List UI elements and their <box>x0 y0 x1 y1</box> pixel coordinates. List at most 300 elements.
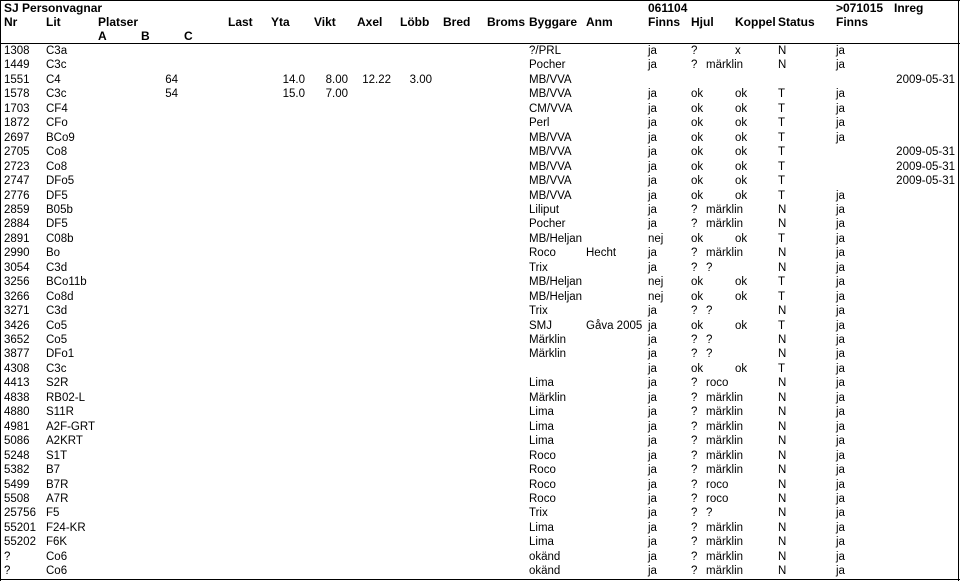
cell-koppel: märklin <box>706 536 744 549</box>
cell-lit: A2KRT <box>46 435 83 448</box>
cell-byggare: MB/VVA <box>529 160 572 173</box>
col-header-lit: Lit <box>46 15 61 29</box>
cell-nr: 1872 <box>4 117 30 130</box>
cell-finns: ja <box>648 88 657 101</box>
cell-yta: 15.0 <box>282 88 305 101</box>
cell-lit: Co5 <box>46 334 68 346</box>
cell-finns: ja <box>648 492 657 505</box>
col-header-byggare: Byggare <box>529 15 578 29</box>
cell-koppel: märklin <box>706 391 744 404</box>
col-header-c: C <box>184 29 193 43</box>
cell-lit: Co8 <box>46 160 68 173</box>
cell-status: T <box>778 189 786 202</box>
cell-status: T <box>778 102 786 115</box>
col-header-koppel: Koppel <box>735 15 776 29</box>
cell-finns: ja <box>648 203 657 216</box>
cell-nr: 3054 <box>4 261 30 274</box>
cell-finns: ja <box>648 348 657 361</box>
cell-yta: 14.0 <box>282 73 305 86</box>
cell-koppel: märklin <box>706 420 744 433</box>
cell-status: N <box>778 420 787 433</box>
cell-koppel: märklin <box>706 218 744 231</box>
cell-koppel: ? <box>706 334 713 346</box>
cell-byggare: Roco <box>529 478 556 491</box>
cell-nr: 55201 <box>4 521 36 534</box>
cell-byggare: MB/VVA <box>529 146 572 159</box>
cell-finns: ja <box>648 175 657 188</box>
cell-lit: A2F-GRT <box>46 420 95 433</box>
cell-byggare: Lima <box>529 377 554 390</box>
cell-hjul: ? <box>691 247 698 260</box>
cell-hjul: ? <box>691 435 698 448</box>
cell-lit: CF4 <box>46 102 68 115</box>
cell-hjul: ok <box>691 319 704 332</box>
cell-finns-2: ja <box>836 276 845 289</box>
cell-nr: ? <box>4 565 11 578</box>
cell-finns-2: ja <box>836 189 845 202</box>
cell-status: N <box>778 435 787 448</box>
cell-koppel: ok <box>735 146 748 159</box>
cell-platser-b: 54 <box>165 88 178 101</box>
cell-byggare: Roco <box>529 449 556 462</box>
cell-lit: F5 <box>46 507 60 520</box>
cell-koppel: roco <box>706 377 729 390</box>
cell-finns-2: ja <box>836 261 845 274</box>
cell-byggare: SMJ <box>529 319 552 332</box>
cell-status: T <box>778 290 786 303</box>
cell-hjul: ok <box>691 102 704 115</box>
cell-koppel: märklin <box>706 565 744 578</box>
cell-nr: 1551 <box>4 73 30 86</box>
cell-lit: S2R <box>46 377 69 390</box>
cell-byggare: okänd <box>529 550 561 563</box>
cell-nr: 5382 <box>4 464 30 477</box>
cell-status: T <box>778 146 786 159</box>
cell-nr: 2697 <box>4 131 30 144</box>
cell-status: N <box>778 261 787 274</box>
cell-byggare: MB/VVA <box>529 131 572 144</box>
header-inreg: Inreg <box>894 1 924 15</box>
cell-byggare: Märklin <box>529 348 567 361</box>
cell-lit: DF5 <box>46 218 68 231</box>
cell-koppel: ok <box>735 276 748 289</box>
cell-finns-2: ja <box>836 565 845 578</box>
cell-lit: DFo1 <box>46 348 75 361</box>
cell-finns: ja <box>648 218 657 231</box>
cell-byggare: Roco <box>529 464 556 477</box>
cell-status: N <box>778 348 787 361</box>
cell-finns-2: ja <box>836 218 845 231</box>
cell-finns-2: ja <box>836 435 845 448</box>
cell-byggare: Märklin <box>529 334 567 346</box>
cell-nr: 5508 <box>4 492 30 505</box>
cell-finns-2: ja <box>836 305 845 318</box>
cell-finns-2: ja <box>836 203 845 216</box>
cell-koppel: märklin <box>706 59 744 72</box>
cell-koppel: ? <box>706 507 713 520</box>
cell-finns: ja <box>648 377 657 390</box>
cell-lit: BCo9 <box>46 131 75 144</box>
cell-nr: 3877 <box>4 348 30 361</box>
cell-lit: S1T <box>46 449 68 462</box>
cell-finns-2: ja <box>836 536 845 549</box>
cell-hjul: ? <box>691 391 698 404</box>
cell-koppel: roco <box>706 492 729 505</box>
cell-nr: 2990 <box>4 247 30 260</box>
cell-koppel: märklin <box>706 449 744 462</box>
cell-koppel: ok <box>735 102 748 115</box>
header-date-1: 061104 <box>648 1 688 15</box>
cell-nr: 2891 <box>4 232 30 245</box>
cell-nr: 1703 <box>4 102 30 115</box>
cell-hjul: ? <box>691 420 698 433</box>
cell-status: T <box>778 131 786 144</box>
cell-byggare: MB/VVA <box>529 88 572 101</box>
cell-koppel: ok <box>735 88 748 101</box>
cell-inreg: 2009-05-31 <box>896 73 955 86</box>
cell-lit: C3d <box>46 261 68 274</box>
cell-byggare: MB/Heljan <box>529 290 583 303</box>
cell-hjul: ok <box>691 175 704 188</box>
cell-lit: Co5 <box>46 319 68 332</box>
cell-koppel: ok <box>735 175 748 188</box>
sheet-title: SJ Personvagnar <box>4 1 103 15</box>
col-header-status: Status <box>778 15 815 29</box>
cell-koppel: ? <box>706 348 713 361</box>
cell-lit: C3c <box>46 88 67 101</box>
cell-status: T <box>778 232 786 245</box>
cell-finns: ja <box>648 131 657 144</box>
cell-finns: ja <box>648 59 657 72</box>
cell-hjul: ok <box>691 362 704 375</box>
cell-lit: DFo5 <box>46 175 75 188</box>
cell-byggare: Lima <box>529 420 554 433</box>
cell-status: N <box>778 507 787 520</box>
cell-finns-2: ja <box>836 362 845 375</box>
cell-lit: B7 <box>46 464 61 477</box>
col-header-a: A <box>98 29 107 43</box>
cell-status: N <box>778 334 787 346</box>
cell-lit: DF5 <box>46 189 68 202</box>
cell-finns: nej <box>648 290 664 303</box>
cell-nr: 2776 <box>4 189 30 202</box>
col-header-vikt: Vikt <box>314 15 336 29</box>
cell-finns-2: ja <box>836 117 845 130</box>
cell-status: N <box>778 59 787 72</box>
cell-finns: ja <box>648 406 657 419</box>
cell-finns-2: ja <box>836 59 845 72</box>
cell-byggare: Lima <box>529 536 554 549</box>
cell-koppel: märklin <box>706 550 744 563</box>
col-header-yta: Yta <box>271 15 290 29</box>
cell-koppel: märklin <box>706 203 744 216</box>
cell-hjul: ? <box>691 218 698 231</box>
cell-finns-2: ja <box>836 334 845 346</box>
cell-byggare: Märklin <box>529 391 567 404</box>
cell-finns-2: ja <box>836 45 845 57</box>
cell-byggare: Pocher <box>529 59 566 72</box>
cell-hjul: ? <box>691 406 698 419</box>
cell-nr: 2723 <box>4 160 30 173</box>
cell-finns: ja <box>648 435 657 448</box>
cell-byggare: CM/VVA <box>529 102 573 115</box>
col-header-nr: Nr <box>4 15 18 29</box>
cell-hjul: ? <box>691 334 698 346</box>
cell-byggare: Lima <box>529 406 554 419</box>
border-top <box>0 0 960 1</box>
cell-finns: ja <box>648 565 657 578</box>
cell-nr: 5248 <box>4 449 30 462</box>
cell-hjul: ? <box>691 521 698 534</box>
cell-finns: ja <box>648 391 657 404</box>
cell-status: N <box>778 464 787 477</box>
cell-finns-2: ja <box>836 348 845 361</box>
cell-koppel: märklin <box>706 521 744 534</box>
cell-finns: ja <box>648 478 657 491</box>
cell-status: N <box>778 565 787 578</box>
cell-byggare: ?/PRL <box>529 45 561 57</box>
cell-finns: ja <box>648 420 657 433</box>
cell-finns-2: ja <box>836 420 845 433</box>
cell-byggare: Perl <box>529 117 550 130</box>
cell-hjul: ? <box>691 348 698 361</box>
cell-status: T <box>778 175 786 188</box>
cell-nr: 5499 <box>4 478 30 491</box>
cell-finns-2: ja <box>836 290 845 303</box>
cell-finns: ja <box>648 45 657 57</box>
cell-finns-2: ja <box>836 247 845 260</box>
cell-status: N <box>778 218 787 231</box>
cell-finns: ja <box>648 319 657 332</box>
cell-finns: ja <box>648 247 657 260</box>
cell-finns-2: ja <box>836 449 845 462</box>
cell-byggare: okänd <box>529 565 561 578</box>
cell-status: T <box>778 362 786 375</box>
cell-inreg: 2009-05-31 <box>896 160 955 173</box>
cell-axel: 12.22 <box>362 73 391 86</box>
cell-hjul: ? <box>691 203 698 216</box>
cell-lit: Co6 <box>46 550 68 563</box>
cell-lit: C4 <box>46 73 61 86</box>
col-header-lobb: Löbb <box>400 15 430 29</box>
cell-hjul: ? <box>691 377 698 390</box>
cell-hjul: ? <box>691 464 698 477</box>
cell-finns: ja <box>648 334 657 346</box>
cell-hjul: ok <box>691 160 704 173</box>
cell-byggare: Trix <box>529 507 548 520</box>
cell-nr: ? <box>4 550 11 563</box>
cell-nr: 3426 <box>4 319 30 332</box>
header-divider <box>0 43 960 44</box>
cell-finns: nej <box>648 276 664 289</box>
cell-nr: 25756 <box>4 507 36 520</box>
cell-koppel: märklin <box>706 247 744 260</box>
col-header-hjul: Hjul <box>691 15 714 29</box>
cell-lit: Bo <box>46 247 61 260</box>
cell-finns: ja <box>648 521 657 534</box>
cell-status: T <box>778 319 786 332</box>
cell-koppel: ok <box>735 232 748 245</box>
cell-koppel: ok <box>735 362 748 375</box>
cell-status: N <box>778 377 787 390</box>
cell-status: N <box>778 521 787 534</box>
cell-byggare: Lima <box>529 435 554 448</box>
cell-nr: 5086 <box>4 435 30 448</box>
col-header-broms: Broms <box>487 15 526 29</box>
cell-koppel: ? <box>706 261 713 274</box>
cell-nr: 4880 <box>4 406 30 419</box>
cell-nr: 55202 <box>4 536 36 549</box>
cell-byggare: Trix <box>529 261 548 274</box>
col-header-anm: Anm <box>586 15 613 29</box>
cell-status: T <box>778 276 786 289</box>
cell-finns: ja <box>648 507 657 520</box>
cell-lobb: 3.00 <box>409 73 432 86</box>
cell-hjul: ok <box>691 117 704 130</box>
cell-status: N <box>778 45 787 57</box>
cell-status: T <box>778 88 786 101</box>
cell-lit: Co8 <box>46 146 68 159</box>
cell-anm: Hecht <box>586 247 617 260</box>
cell-lit: B7R <box>46 478 69 491</box>
cell-nr: 1578 <box>4 88 30 101</box>
cell-nr: 2884 <box>4 218 30 231</box>
cell-finns-2: ja <box>836 102 845 115</box>
cell-finns-2: ja <box>836 391 845 404</box>
cell-nr: 3256 <box>4 276 30 289</box>
cell-nr: 4838 <box>4 391 30 404</box>
cell-hjul: ? <box>691 536 698 549</box>
cell-finns-2: ja <box>836 464 845 477</box>
cell-hjul: ok <box>691 88 704 101</box>
cell-status: T <box>778 160 786 173</box>
cell-koppel: märklin <box>706 435 744 448</box>
cell-status: N <box>778 449 787 462</box>
cell-hjul: ok <box>691 232 704 245</box>
cell-vikt: 8.00 <box>325 73 348 86</box>
cell-nr: 3271 <box>4 305 30 318</box>
cell-lit: S11R <box>46 406 74 419</box>
cell-hjul: ? <box>691 261 698 274</box>
cell-koppel: ok <box>735 160 748 173</box>
cell-vikt: 7.00 <box>325 88 348 101</box>
cell-lit: F6K <box>46 536 68 549</box>
cell-finns: ja <box>648 449 657 462</box>
cell-lit: BCo11b <box>46 276 87 289</box>
cell-hjul: ? <box>691 59 698 72</box>
cell-hjul: ok <box>691 189 704 202</box>
cell-hjul: ? <box>691 507 698 520</box>
cell-finns: ja <box>648 261 657 274</box>
header-date-2: >071015 <box>836 1 884 15</box>
cell-lit: F24-KR <box>46 521 86 534</box>
cell-inreg: 2009-05-31 <box>896 175 955 188</box>
cell-lit: Co8d <box>46 290 74 303</box>
cell-finns: ja <box>648 305 657 318</box>
cell-nr: 2859 <box>4 203 30 216</box>
cell-byggare: Liliput <box>529 203 560 216</box>
cell-koppel: märklin <box>706 464 744 477</box>
cell-finns: ja <box>648 550 657 563</box>
cell-finns-2: ja <box>836 492 845 505</box>
border-bottom <box>0 579 960 580</box>
cell-nr: 2747 <box>4 175 30 188</box>
cell-byggare: MB/Heljan <box>529 232 583 245</box>
cell-hjul: ok <box>691 131 704 144</box>
cell-finns-2: ja <box>836 88 845 101</box>
cell-finns-2: ja <box>836 406 845 419</box>
cell-finns-2: ja <box>836 377 845 390</box>
cell-status: N <box>778 305 787 318</box>
cell-nr: 4413 <box>4 377 30 390</box>
cell-platser-b: 64 <box>165 73 178 86</box>
cell-status: N <box>778 247 787 260</box>
col-header-bred: Bred <box>443 15 471 29</box>
cell-finns: ja <box>648 146 657 159</box>
cell-byggare: Trix <box>529 305 548 318</box>
cell-byggare: MB/VVA <box>529 73 572 86</box>
cell-finns: ja <box>648 189 657 202</box>
cell-lit: CFo <box>46 117 68 130</box>
border-right <box>958 0 959 581</box>
cell-status: N <box>778 478 787 491</box>
cell-nr: 3652 <box>4 334 30 346</box>
cell-status: N <box>778 203 787 216</box>
cell-finns-2: ja <box>836 550 845 563</box>
cell-nr: 2705 <box>4 146 30 159</box>
cell-nr: 1449 <box>4 59 30 72</box>
cell-finns-2: ja <box>836 478 845 491</box>
cell-hjul: ? <box>691 550 698 563</box>
cell-finns-2: ja <box>836 232 845 245</box>
cell-byggare: Pocher <box>529 218 566 231</box>
cell-finns: ja <box>648 464 657 477</box>
cell-byggare: MB/VVA <box>529 189 572 202</box>
cell-nr: 4308 <box>4 362 30 375</box>
cell-finns: ja <box>648 536 657 549</box>
cell-koppel: ok <box>735 189 748 202</box>
cell-finns: ja <box>648 117 657 130</box>
cell-lit: C3d <box>46 305 68 318</box>
col-header-last: Last <box>228 15 253 29</box>
cell-status: N <box>778 550 787 563</box>
cell-finns-2: ja <box>836 131 845 144</box>
cell-hjul: ? <box>691 492 698 505</box>
col-header-axel: Axel <box>357 15 383 29</box>
cell-koppel: ok <box>735 319 748 332</box>
cell-finns: ja <box>648 362 657 375</box>
cell-hjul: ? <box>691 565 698 578</box>
cell-hjul: ? <box>691 478 698 491</box>
cell-hjul: ? <box>691 305 698 318</box>
cell-byggare: MB/VVA <box>529 175 572 188</box>
cell-lit: A7R <box>46 492 69 505</box>
border-left <box>0 0 1 581</box>
cell-nr: 4981 <box>4 420 30 433</box>
cell-status: N <box>778 406 787 419</box>
cell-lit: C3c <box>46 59 67 72</box>
cell-koppel: ? <box>706 305 713 318</box>
col-header-finns: Finns <box>648 15 680 29</box>
cell-finns-2: ja <box>836 521 845 534</box>
cell-status: N <box>778 391 787 404</box>
cell-byggare: Roco <box>529 492 556 505</box>
cell-hjul: ok <box>691 276 704 289</box>
cell-hjul: ? <box>691 45 698 57</box>
cell-koppel: ok <box>735 117 748 130</box>
cell-status: T <box>778 117 786 130</box>
cell-finns-2: ja <box>836 319 845 332</box>
